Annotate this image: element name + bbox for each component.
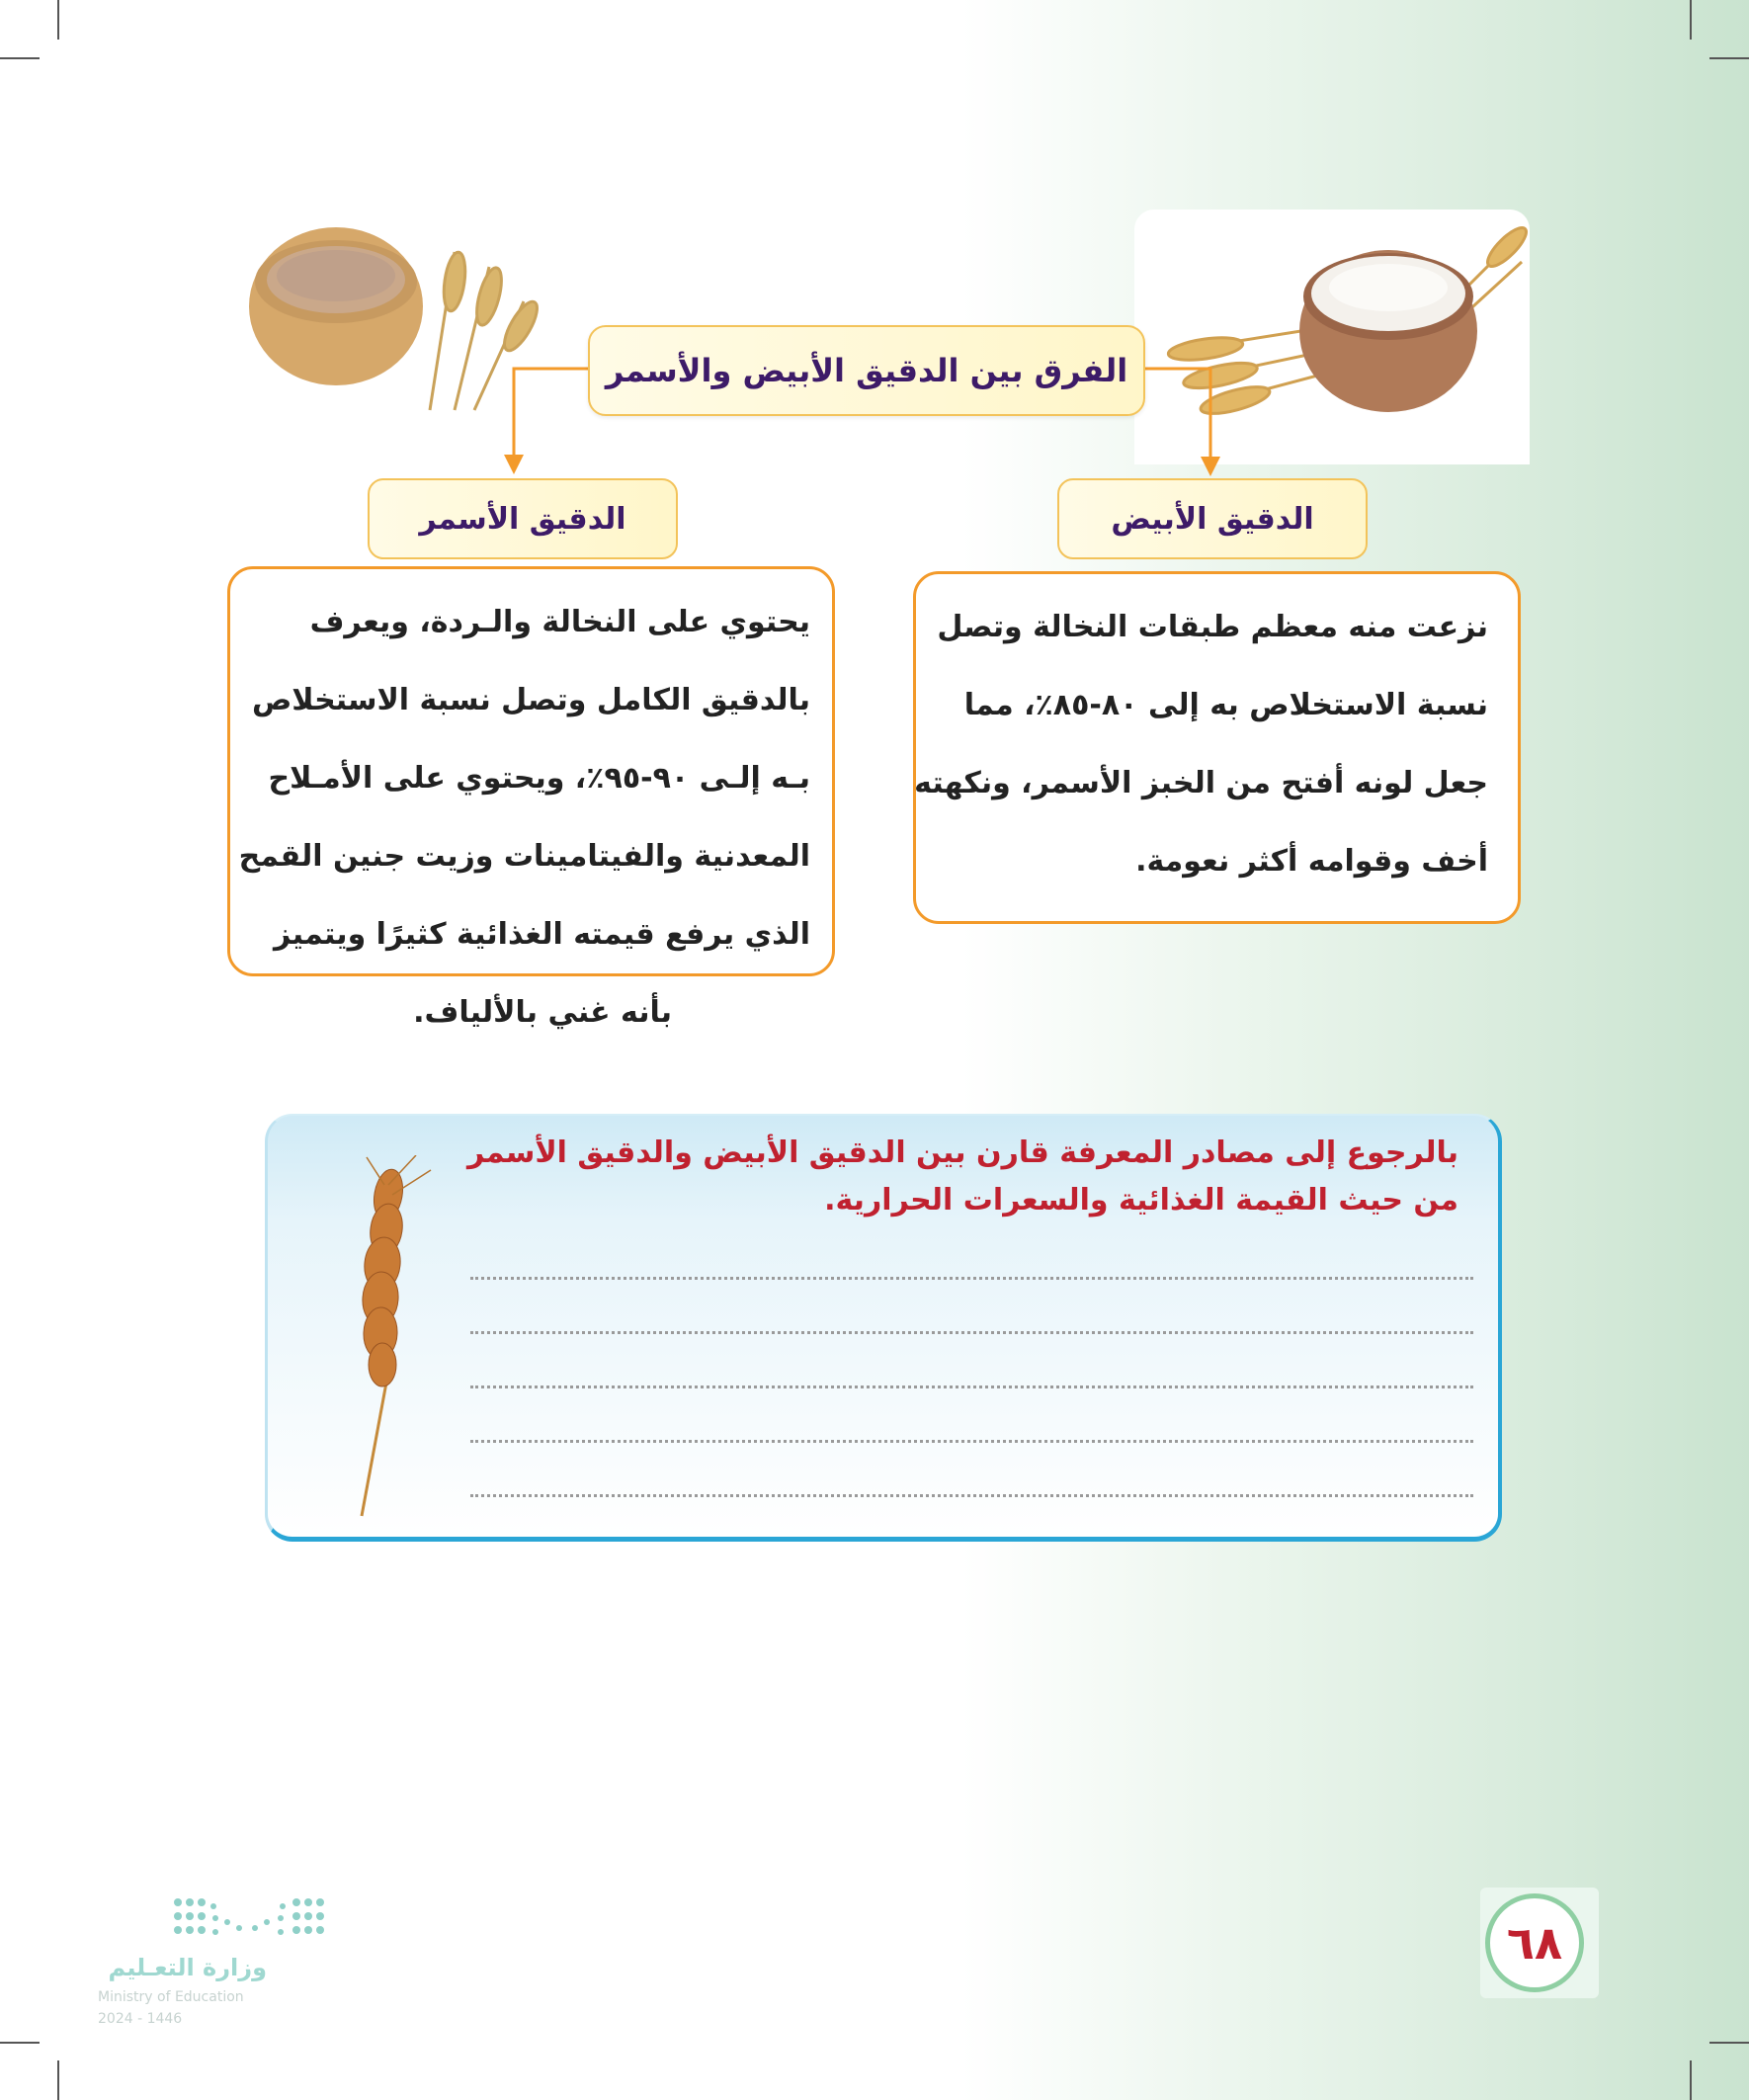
brown-flour-line: المعدنية والفيتامينات وزيت جنين القمح — [238, 839, 810, 874]
crop-mark — [57, 2060, 59, 2100]
page-number: ٦٨ — [1485, 1893, 1584, 1992]
answer-line[interactable] — [470, 1494, 1473, 1497]
answer-line[interactable] — [470, 1277, 1473, 1280]
ministry-name-arabic: وزارة التعـليم — [108, 1954, 267, 1981]
white-flour-label: الدقيق الأبيض — [1057, 478, 1368, 559]
white-flour-line: نسبة الاستخلاص به إلى ٨٠-٨٥٪، مما — [963, 688, 1488, 722]
brown-flour-line: بأنه غني بالألياف. — [413, 995, 672, 1030]
brown-flour-line: بـه إلـى ٩٠-٩٥٪، ويحتوي على الأمـلاح — [268, 761, 810, 796]
answer-line[interactable] — [470, 1440, 1473, 1443]
answer-line[interactable] — [470, 1331, 1473, 1334]
connector-arrows — [0, 0, 1749, 593]
crop-mark — [1690, 2060, 1692, 2100]
brown-flour-line: يحتوي على النخالة والـردة، ويعرف — [309, 605, 810, 639]
white-flour-line: أخف وقوامه أكثر نعومة. — [1135, 844, 1488, 879]
brown-flour-line: بالدقيق الكامل وتصل نسبة الاستخلاص — [251, 683, 810, 717]
comparison-title: الفرق بين الدقيق الأبيض والأسمر — [588, 325, 1145, 416]
white-flour-line: جعل لونه أفتح من الخبز الأسمر، ونكهته — [914, 766, 1488, 800]
wheat-ear-image — [307, 1155, 436, 1521]
brown-flour-label: الدقيق الأسمر — [368, 478, 678, 559]
answer-line[interactable] — [470, 1386, 1473, 1388]
ministry-year: 2024 - 1446 — [98, 2011, 183, 2027]
brown-flour-description — [227, 566, 835, 1030]
white-flour-line: نزعت منه معظم طبقات النخالة وتصل — [937, 610, 1488, 644]
activity-question-line: بالرجوع إلى مصادر المعرفة قارن بين الدقيق الأبيض والدقيق الأسمر — [467, 1135, 1458, 1170]
ministry-dots-icon — [168, 1892, 326, 1947]
crop-mark — [0, 2042, 40, 2044]
activity-question-line: من حيث القيمة الغذائية والسعرات الحرارية. — [824, 1183, 1458, 1218]
ministry-logo — [94, 1892, 331, 2041]
ministry-name-english: Ministry of Education — [98, 1989, 244, 2005]
brown-flour-line: الذي يرفع قيمته الغذائية كثيرًا ويتميز — [274, 917, 810, 952]
crop-mark — [1709, 2042, 1749, 2044]
white-flour-description — [913, 571, 1521, 924]
activity-box — [265, 1114, 1502, 1542]
